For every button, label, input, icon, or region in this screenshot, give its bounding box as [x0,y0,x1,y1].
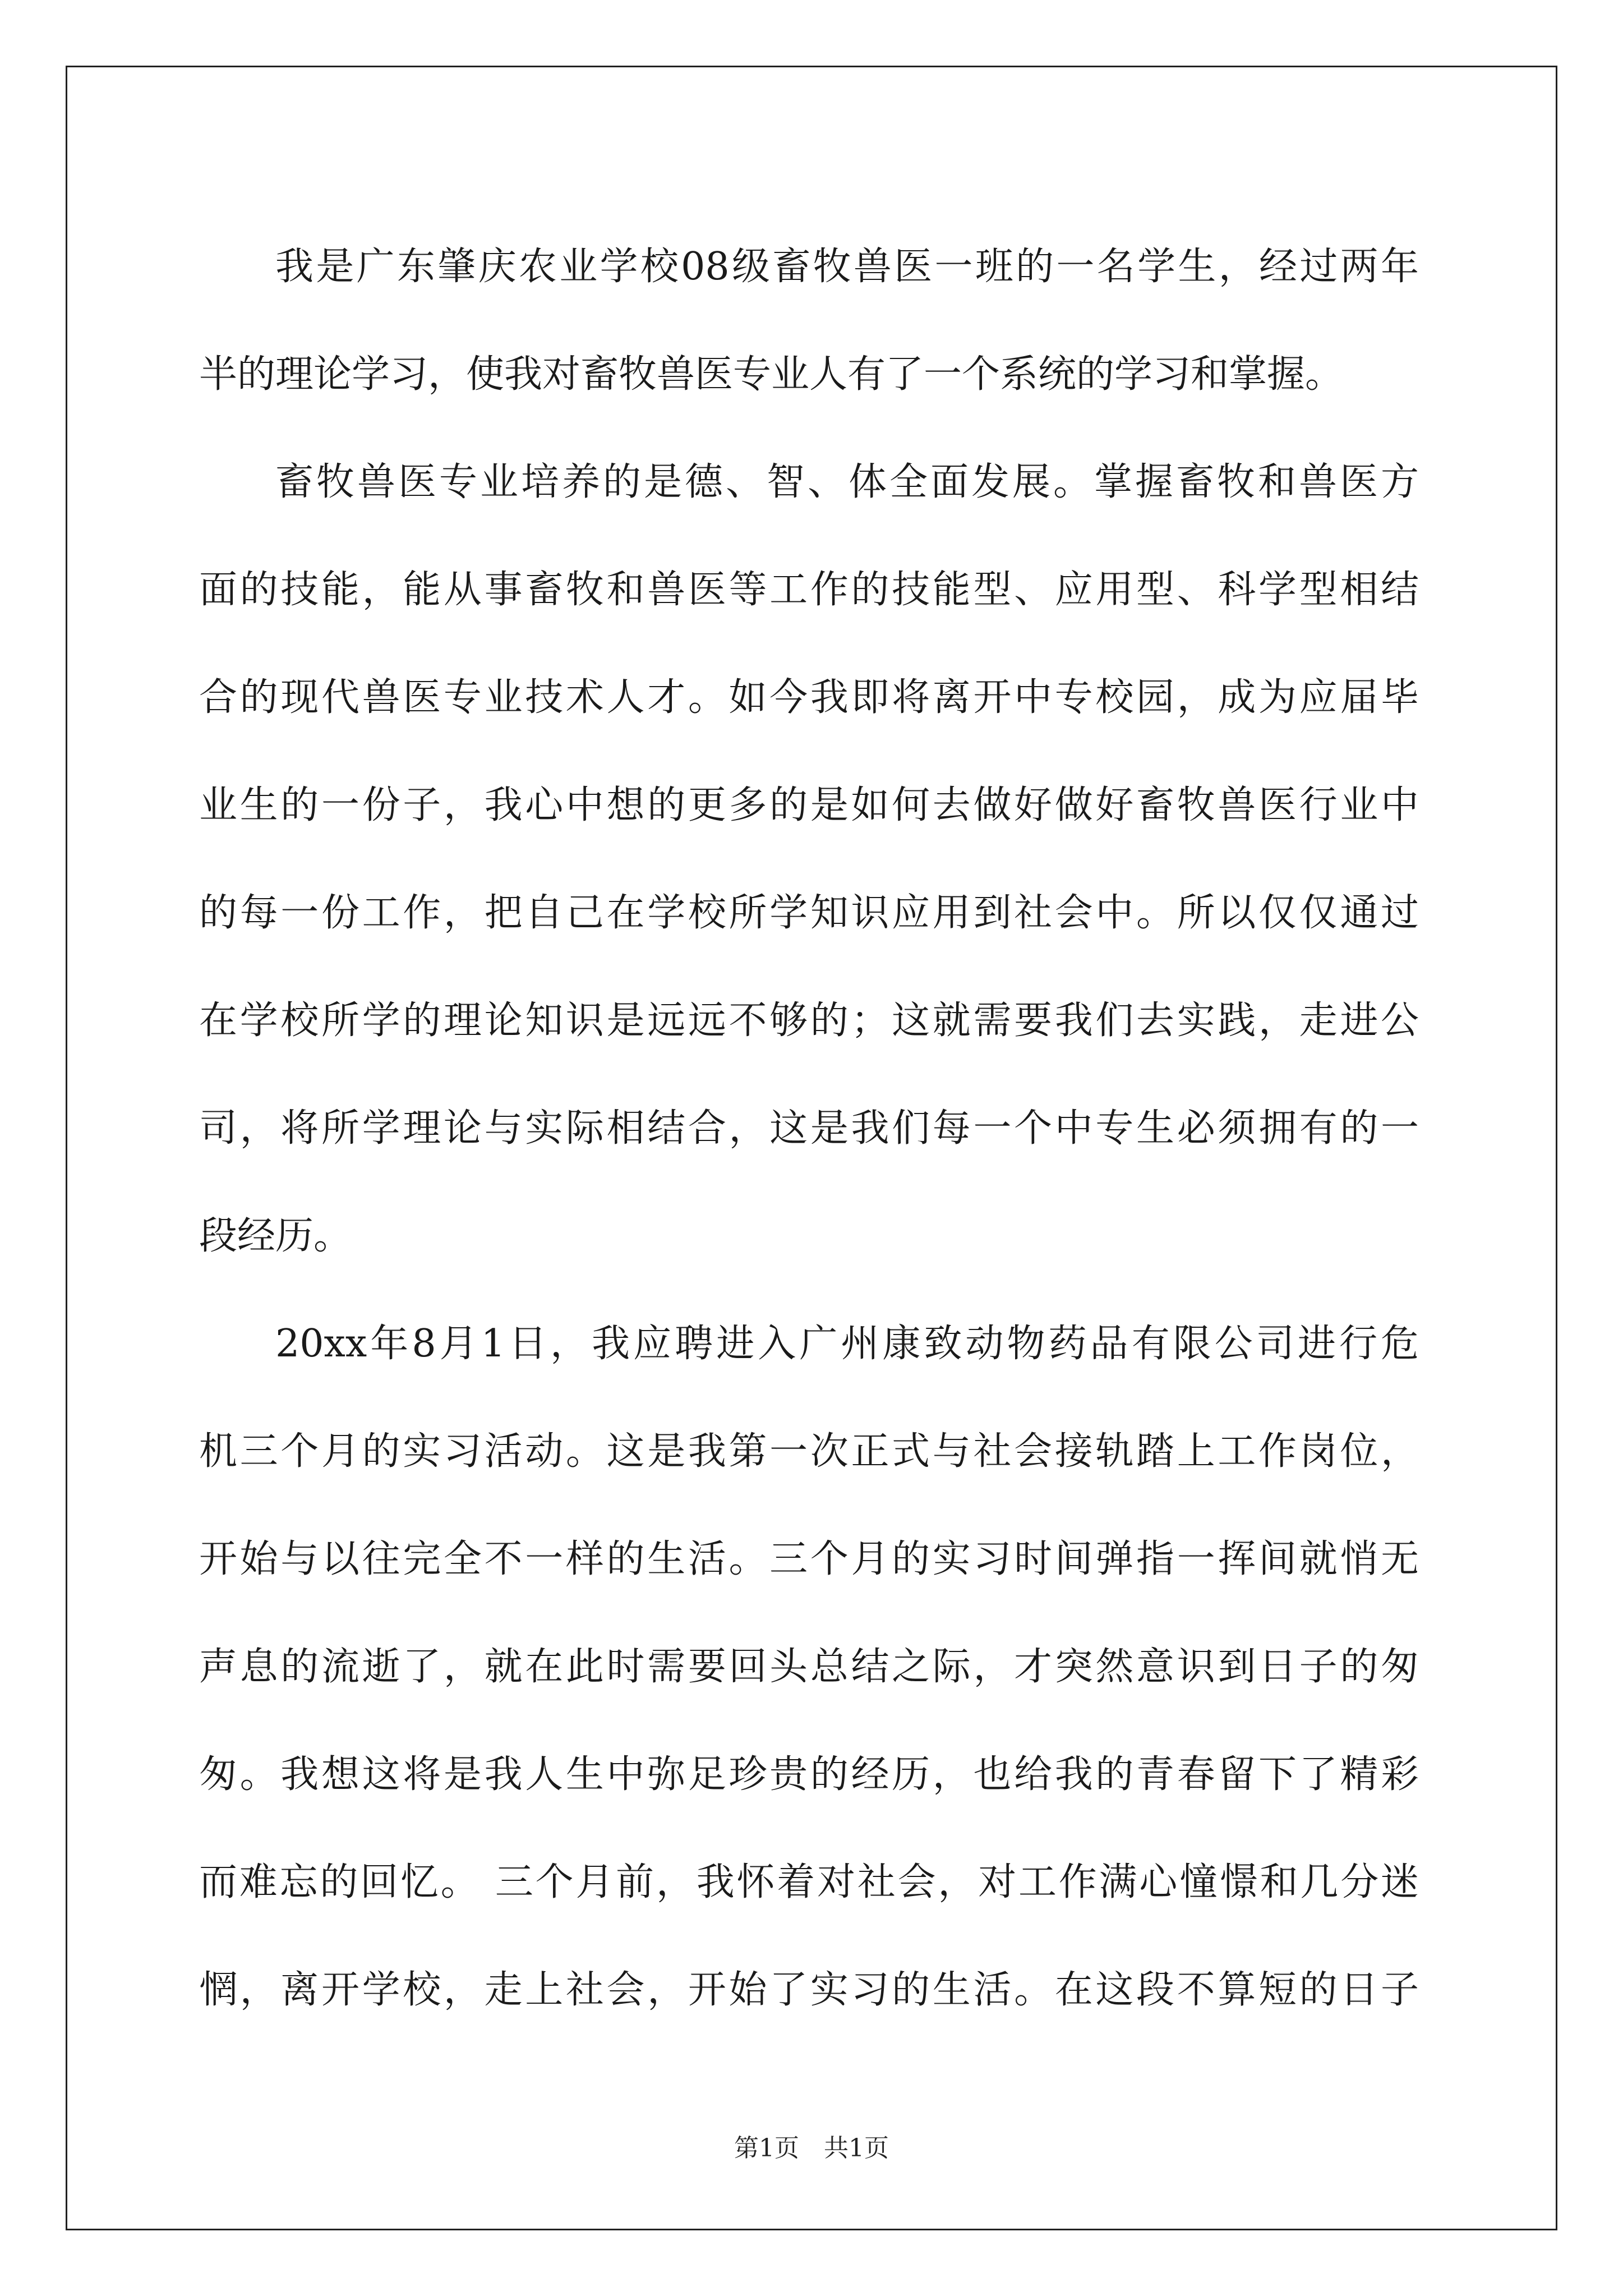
page-footer [0,2132,1623,2165]
page-number: 第1页 [734,2134,799,2162]
paragraph-1-line-2: 半的理论学习，使我对畜牧兽医专业人有了一个系统的学习和掌握。 [199,352,1344,397]
paragraph-3-line-1: 20xx年8月1日，我应聘进入广州康致动物药品有限公司进行危 [275,1322,1419,1366]
document-body [199,213,1419,2044]
paragraph-3-line-7: 惘，离开学校，走上社会，开始了实习的生活。在这段不算短的日子 [199,1968,1419,2012]
paragraph-2-line-8: 段经历。 [199,1214,352,1258]
paragraph-2-line-4: 业生的一份子，我心中想的更多的是如何去做好做好畜牧兽医行业中 [199,783,1419,827]
paragraph-3-line-2: 机三个月的实习活动。这是我第一次正式与社会接轨踏上工作岗位， [199,1429,1419,1474]
paragraph-3-line-4: 声息的流逝了，就在此时需要回头总结之际，才突然意识到日子的匆 [199,1645,1419,1689]
paragraph-2-line-2: 面的技能，能从事畜牧和兽医等工作的技能型、应用型、科学型相结 [199,568,1419,612]
paragraph-2-line-3: 合的现代兽医专业技术人才。如今我即将离开中专校园，成为应届毕 [199,675,1419,720]
paragraph-3-line-6: 而难忘的回忆。 三个月前，我怀着对社会，对工作满心憧憬和几分迷 [199,1860,1419,1904]
paragraph-3-line-5: 匆。我想这将是我人生中弥足珍贵的经历，也给我的青春留下了精彩 [199,1752,1419,1797]
paragraph-1-line-1: 我是广东肇庆农业学校08级畜牧兽医一班的一名学生，经过两年 [275,245,1419,289]
paragraph-2-line-6: 在学校所学的理论知识是远远不够的；这就需要我们去实践，走进公 [199,999,1419,1043]
paragraph-2-line-7: 司，将所学理论与实际相结合，这是我们每一个中专生必须拥有的一 [199,1106,1419,1151]
page-total: 共1页 [824,2134,889,2162]
paragraph-2-line-1: 畜牧兽医专业培养的是德、智、体全面发展。掌握畜牧和兽医方 [275,460,1419,504]
paragraph-2-line-5: 的每一份工作，把自己在学校所学知识应用到社会中。所以仅仅通过 [199,891,1419,935]
paragraph-3-line-3: 开始与以往完全不一样的生活。三个月的实习时间弹指一挥间就悄无 [199,1537,1419,1581]
